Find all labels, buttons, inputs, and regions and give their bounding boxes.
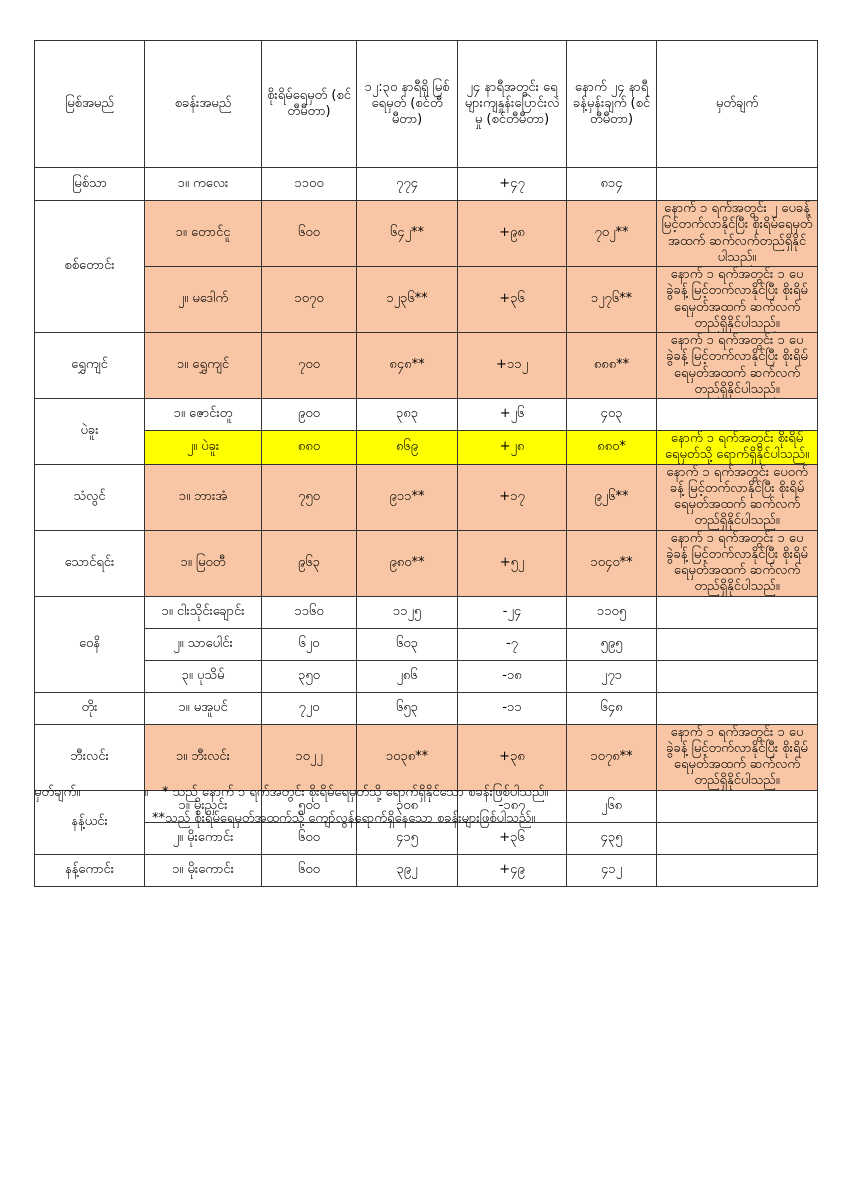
warning-level: ၈၈၀ [262, 431, 357, 465]
remark [657, 628, 818, 660]
header-row [35, 41, 818, 168]
current-level: ၈၄၈** [357, 333, 458, 399]
station-name: ၁။ ကလေး [145, 168, 262, 201]
warning-level: ၆၀၀ [262, 201, 357, 267]
header-current-level: ၁၂:၃၀ နာရီရှိ မြစ်ရေမှတ် (စင်တီမီတာ) [357, 41, 458, 168]
river-name: ဝေနိ [35, 596, 145, 692]
river-name: နန့်ကောင်း [35, 854, 145, 886]
current-level: ၄၁၅ [357, 822, 458, 854]
level-change: +၂၆ [458, 399, 567, 431]
forecast-level: ၂၆၈ [567, 790, 657, 822]
station-name: ၁။ ဘီးလင်း [145, 724, 262, 790]
warning-level: ၁၀၂၂ [262, 724, 357, 790]
station-name: ၂။ ပဲခူး [145, 431, 262, 465]
station-name: ၂။ သာပေါင်း [145, 628, 262, 660]
current-level: ၇၇၄ [357, 168, 458, 201]
river-name: မြစ်သာ [35, 168, 145, 201]
forecast-level: ၅၉၅ [567, 628, 657, 660]
remark [657, 399, 818, 431]
table-row [35, 201, 818, 267]
station-name: ၁။ တောင်ငူ [145, 201, 262, 267]
table-row [35, 854, 818, 886]
header-station: စခန်းအမည် [145, 41, 262, 168]
remark: နောက် ၁ ရက်အတွင်း ၂ ပေခန့် မြင့်တက်လာနိုင်ပြီး စိုးရိမ်ရေမှတ်အထက် ဆက်လက်တည်ရှိနိုင်ပါသည်။ [657, 201, 818, 267]
station-name: ၁။ ရွှေကျင် [145, 333, 262, 399]
table-row [35, 267, 818, 333]
current-level: ၉၈၀** [357, 530, 458, 596]
warning-level: ၆၀၀ [262, 854, 357, 886]
table-row [35, 333, 818, 399]
remark: နောက် ၁ ရက်အတွင်း ပေဝက်ခန့် မြင့်တက်လာနိုင်ပြီး စိုးရိမ်ရေမှတ်အထက် ဆက်လက်တည်ရှိနိုင်ပါသည်။ [657, 464, 818, 530]
station-name: ၂။ မဒေါက် [145, 267, 262, 333]
station-name: ၁။ ဘားအံ [145, 464, 262, 530]
warning-level: ၉၆၃ [262, 530, 357, 596]
warning-level: ၁၁၀၀ [262, 168, 357, 201]
forecast-level: ၄၁၂ [567, 854, 657, 886]
level-change: +၅၂ [458, 530, 567, 596]
level-change: +၁၁၂ [458, 333, 567, 399]
warning-level: ၅၀၀ [262, 790, 357, 822]
header-remark: မှတ်ချက် [657, 41, 818, 168]
remark: နောက် ၁ ရက်အတွင်း ၁ ပေခွဲခန့် မြင့်တက်လာနိုင်ပြီး စိုးရိမ်ရေမှတ်အထက် ဆက်လက်တည်ရှိနိုင်ပါသည်။ [657, 530, 818, 596]
forecast-level: ၈၈၈** [567, 333, 657, 399]
level-change: -၁၈ [458, 660, 567, 692]
level-change: -၇ [458, 628, 567, 660]
river-name: နန့်ယင်း [35, 790, 145, 854]
remark: နောက် ၁ ရက်အတွင်း ၁ ပေခွဲခန့် မြင့်တက်လာနိုင်ပြီး စိုးရိမ်ရေမှတ်အထက် ဆက်လက်တည်ရှိနိုင်ပါသည်။ [657, 267, 818, 333]
current-level: ၃၀၈ [357, 790, 458, 822]
current-level: ၁၀၃၈** [357, 724, 458, 790]
level-change: +၉၈ [458, 201, 567, 267]
forecast-level: ၉၂၆** [567, 464, 657, 530]
remark [657, 854, 818, 886]
river-name: သံလွင် [35, 464, 145, 530]
water-level-table [34, 40, 818, 887]
remark [657, 822, 818, 854]
river-name: သောင်ရင်း [35, 530, 145, 596]
station-name: ၃။ ပုသိမ် [145, 660, 262, 692]
station-name: ၂။ မိုးကောင်း [145, 822, 262, 854]
remark [657, 168, 818, 201]
forecast-level: ၆၄၈ [567, 692, 657, 724]
forecast-level: ၁၀၄၀** [567, 530, 657, 596]
warning-level: ၉၀၀ [262, 399, 357, 431]
current-level: ၈၆၉ [357, 431, 458, 465]
station-name: ၁။ မိုးကောင်း [145, 854, 262, 886]
forecast-level: ၁၀၇၈** [567, 724, 657, 790]
level-change: +၃၆ [458, 267, 567, 333]
table-row [35, 692, 818, 724]
forecast-level: ၈၁၄ [567, 168, 657, 201]
station-name: ၁။ မအူပင် [145, 692, 262, 724]
notes-label: မှတ်ချက်။ [34, 785, 81, 800]
table-row [35, 431, 818, 465]
level-change: -၂၄ [458, 596, 567, 628]
table-row [35, 660, 818, 692]
station-name: ၁။ မြဝတီ [145, 530, 262, 596]
header-24h-change: ၂၄ နာရီအတွင်း ရေများကျနှုန်းပြောင်းလဲမှု (စင်တီမီတာ) [458, 41, 567, 168]
note-single-star: * သည် နောက် ၁ ရက်အတွင်း စိုးရိမ်ရေမှတ်သို့ ရောက်ရှိနိုင်သော စခန်းဖြစ်ပါသည်။ [162, 785, 549, 800]
current-level: ၁၂၃၆** [357, 267, 458, 333]
current-level: ၂၈၆ [357, 660, 458, 692]
forecast-level: ၁၁၀၅ [567, 596, 657, 628]
current-level: ၃၉၂ [357, 854, 458, 886]
table-body [35, 168, 818, 887]
current-level: ၁၁၂၅ [357, 596, 458, 628]
header-warning-level: စိုးရိမ်ရေမှတ် (စင်တီမီတာ) [262, 41, 357, 168]
remark [657, 660, 818, 692]
station-name: ၁။ ငါးသိုင်းချောင်း [145, 596, 262, 628]
current-level: ၃၈၃ [357, 399, 458, 431]
station-name: ၁။ မိုးညှင်း [145, 790, 262, 822]
forecast-level: ၈၈၀* [567, 431, 657, 465]
current-level: ၆၅၃ [357, 692, 458, 724]
forecast-level: ၇၀၂** [567, 201, 657, 267]
river-name: ဘီးလင်း [35, 724, 145, 790]
remark: နောက် ၁ ရက်အတွင်း စိုးရိမ်ရေမှတ်သို့ ရောက်ရှိနိုင်ပါသည်။ [657, 431, 818, 465]
forecast-level: ၂၇၁ [567, 660, 657, 692]
remark: နောက် ၁ ရက်အတွင်း ၁ ပေခွဲခန့် မြင့်တက်လာနိုင်ပြီး စိုးရိမ်ရေမှတ်အထက် ဆက်လက်တည်ရှိနိုင်ပါသည်။ [657, 724, 818, 790]
river-name: ပဲခူး [35, 399, 145, 465]
remark [657, 692, 818, 724]
station-name: ၁။ ဇောင်းတူ [145, 399, 262, 431]
level-change: +၃၈ [458, 724, 567, 790]
forecast-level: ၄၃၅ [567, 822, 657, 854]
header-river: မြစ်အမည် [35, 41, 145, 168]
current-level: ၆၄၂** [357, 201, 458, 267]
level-change: +၃၆ [458, 822, 567, 854]
level-change: +၂၈ [458, 431, 567, 465]
remark [657, 596, 818, 628]
forecast-level: ၄၀၃ [567, 399, 657, 431]
level-change: -၁၁ [458, 692, 567, 724]
river-name: ရွှေကျင် [35, 333, 145, 399]
warning-level: ၁၀၇၀ [262, 267, 357, 333]
remark: နောက် ၁ ရက်အတွင်း ၁ ပေခွဲခန့် မြင့်တက်လာနိုင်ပြီး စိုးရိမ်ရေမှတ်အထက် ဆက်လက်တည်ရှိနိုင်ပါသည်။ [657, 333, 818, 399]
table-row [35, 168, 818, 201]
notes-separator: ။ [144, 785, 148, 800]
warning-level: ၇၅၀ [262, 464, 357, 530]
level-change: -၁၈၇ [458, 790, 567, 822]
table-row [35, 596, 818, 628]
warning-level: ၁၁၆၀ [262, 596, 357, 628]
level-change: +၄၉ [458, 854, 567, 886]
forecast-level: ၁၂၇၆** [567, 267, 657, 333]
warning-level: ၆၂၀ [262, 628, 357, 660]
warning-level: ၃၅၀ [262, 660, 357, 692]
level-change: +၁၇ [458, 464, 567, 530]
level-change: +၄၇ [458, 168, 567, 201]
current-level: ၆၀၃ [357, 628, 458, 660]
note-double-star: **သည် စိုးရိမ်ရေမှတ်အထက်သို့ ကျော်လွန်ရောက်ရှိနေသော စခန်းများဖြစ်ပါသည်။ [152, 811, 536, 826]
river-name: တိုး [35, 692, 145, 724]
table-row [35, 399, 818, 431]
current-level: ၉၁၁** [357, 464, 458, 530]
warning-level: ၆၀၀ [262, 822, 357, 854]
table-row [35, 530, 818, 596]
warning-level: ၇၂၀ [262, 692, 357, 724]
table-row [35, 628, 818, 660]
river-name: စစ်တောင်း [35, 201, 145, 333]
warning-level: ၇၀၀ [262, 333, 357, 399]
table-row [35, 464, 818, 530]
header-forecast: နောက် ၂၄ နာရီ ခန့်မှန်းချက် (စင်တီမီတာ) [567, 41, 657, 168]
